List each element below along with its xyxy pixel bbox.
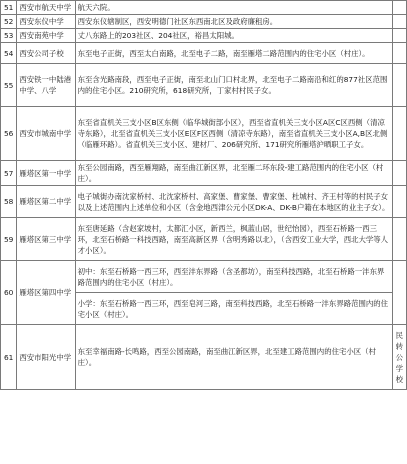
row-number: 61	[1, 325, 17, 390]
table-row	[1, 1, 407, 15]
remark-cell	[392, 43, 406, 64]
row-number: 59	[1, 218, 17, 261]
table-row	[1, 218, 407, 261]
remark-cell	[392, 15, 406, 29]
school-name: 西安市阳光中学	[17, 325, 75, 390]
table-row	[1, 161, 407, 186]
enrollment-area: 东至公园南路，西至雁翔路，南至曲江新区界，北至雁二环东段-建工路范围内的住宅小区（村庄）。	[75, 161, 392, 186]
school-name: 西安铁一中陆港中学、八学	[17, 64, 75, 107]
enrollment-area: 电子城街办南沈家桥村、北沈家桥村、高家堡、曹家堡、曹家堡、杜城村、齐王村等的村民子女以及上述范围内上述单位和小区（含金地西津公元小区DK-A、DK-B户籍在本地区的业主子女）。	[75, 186, 392, 218]
enrollment-area: 初中：东至石桥路一西三环，西至沣东界路（含圣都坊），南至科技西路，北至石桥路一沣东界路范围内的住宅小区（村庄）。	[75, 261, 392, 293]
remark-cell	[392, 161, 406, 186]
table-row	[1, 261, 407, 293]
school-name: 西安东仪中学	[17, 15, 75, 29]
enrollment-area: 东至幸福南路-长鸣路，西至公园南路，南至曲江新区界，北至建工路范围内的住宅小区（村庄）。	[75, 325, 392, 390]
row-number: 53	[1, 29, 17, 43]
row-number: 55	[1, 64, 17, 107]
table-row	[1, 186, 407, 218]
remark-cell	[392, 29, 406, 43]
row-number: 56	[1, 107, 17, 161]
enrollment-area: 东至含光路南段，西至电子正街，南至北山门口村北界，北至电子二路南沿和红的877社区范围内的住宅小区。210研究所，618研究所，丁家村村民子女。	[75, 64, 392, 107]
school-name: 西安公司子校	[17, 43, 75, 64]
table-row	[1, 64, 407, 107]
remark-cell	[392, 261, 406, 325]
table-row	[1, 325, 407, 390]
school-name: 西安南苑中学	[17, 29, 75, 43]
enrollment-area: 西安东仪辖制区，西安明德门社区东西南北区及政府廉租房。	[75, 15, 392, 29]
remark-cell	[392, 107, 406, 161]
school-name: 雁塔区第三中学	[17, 218, 75, 261]
remark-cell	[392, 1, 406, 15]
school-name: 雁塔区第四中学	[17, 261, 75, 325]
row-number: 51	[1, 1, 17, 15]
school-name: 西安市航天中学	[17, 1, 75, 15]
row-number: 60	[1, 261, 17, 325]
enrollment-area: 东至电子正街，西至太白南路，北至电子二路，南至雁塔二路范围内的住宅小区（村庄）。	[75, 43, 392, 64]
enrollment-area: 东至省直机关三支小区B区东侧（临华城街部小区），西至省直机关三支小区A区C区西侧（清凉寺东路），北至省直机关三支小区E区F区西侧（清凉寺东路），南至省直机关三支小区A,B区北侧（临雁环路）。省直机关三支小区、建材厂、206研究所、171研究所雁塔沪晒职工子女。	[75, 107, 392, 161]
enrollment-area: 航天六院。	[75, 1, 392, 15]
enrollment-area: 东至唐延路（含赵家坡村，太都汇小区，新西兰，枫蓝山居，世纪怡园），西至石桥路一西三环，北至石桥路一科技西路，南至高新区界（含明秀路以北），（含西安工业大学，西北大学等人才小区）。	[75, 218, 392, 261]
row-number: 54	[1, 43, 17, 64]
enrollment-area: 丈八东路上的203社区、204社区，裕昌太阳城。	[75, 29, 392, 43]
remark-cell	[392, 64, 406, 107]
enrollment-area-primary: 小学：东至石桥路一西三环，西至皂河三路，南至科技西路，北至石桥路一沣东界路范围内的住宅小区（村庄）。	[75, 293, 392, 325]
remark-cell	[392, 218, 406, 261]
remark-cell	[392, 325, 406, 390]
remark-cell	[392, 186, 406, 218]
table-row	[1, 29, 407, 43]
school-name: 雁塔区第二中学	[17, 186, 75, 218]
row-number: 57	[1, 161, 17, 186]
row-number: 52	[1, 15, 17, 29]
school-name: 西安市城南中学	[17, 107, 75, 161]
school-name: 雁塔区第一中学	[17, 161, 75, 186]
table-row	[1, 107, 407, 161]
row-number: 58	[1, 186, 17, 218]
table-row	[1, 43, 407, 64]
remark-text: 民转公学校	[395, 330, 404, 384]
table-row	[1, 15, 407, 29]
